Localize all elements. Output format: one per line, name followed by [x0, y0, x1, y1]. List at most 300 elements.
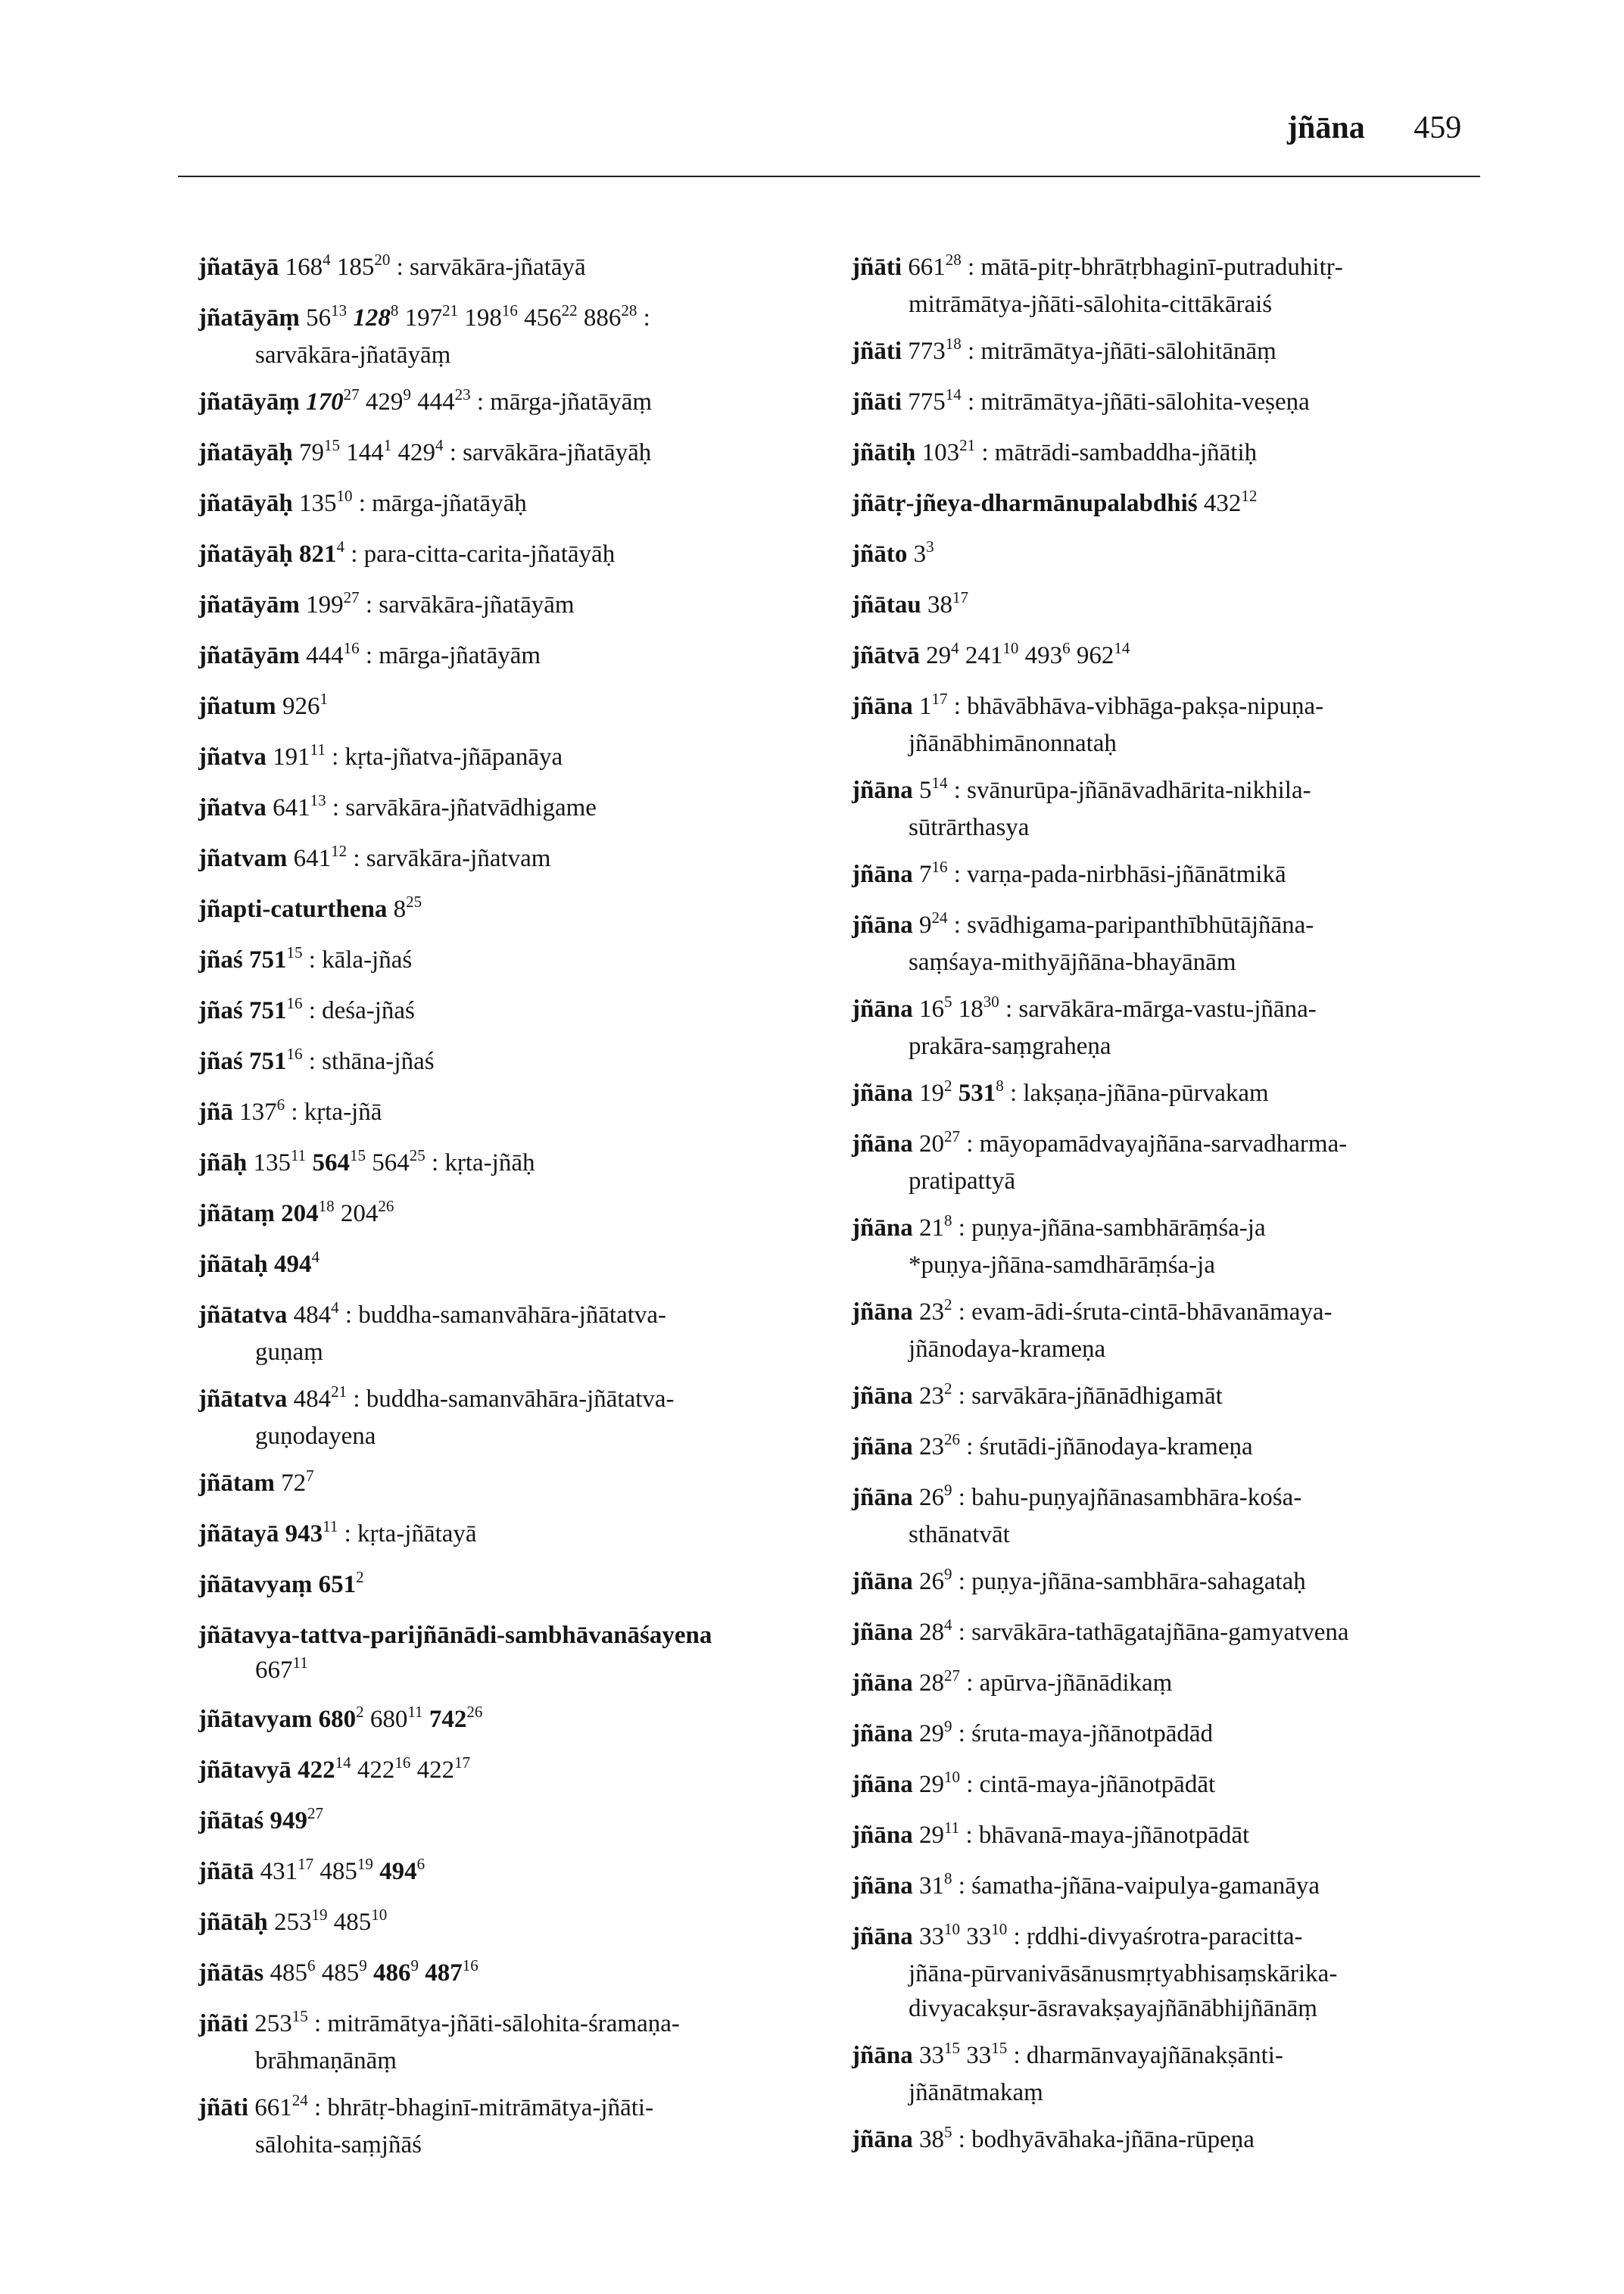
entry-text: 28 — [912, 1619, 944, 1646]
bold-reference: 751 — [248, 997, 287, 1024]
headword: jñāna — [852, 1771, 913, 1798]
line-superscript: 17 — [952, 588, 968, 606]
headword: jñātaś — [198, 1807, 264, 1834]
line-superscript: 9 — [403, 385, 411, 404]
index-entry — [852, 588, 1495, 625]
entry-text: 21 — [912, 1214, 944, 1242]
index-entry — [852, 773, 1495, 845]
entry-continuation — [852, 1517, 1495, 1552]
entry-text: 38 — [921, 591, 952, 619]
entry-text — [243, 946, 249, 974]
italic-reference: 128 — [353, 304, 391, 332]
entry-text — [373, 1858, 379, 1885]
entry-line — [198, 1298, 849, 1335]
headword: jñāti — [198, 2094, 248, 2121]
headword: jñātavyā — [198, 1756, 291, 1784]
entry-text: 775 — [902, 388, 946, 416]
entry-line — [852, 2038, 1495, 2075]
entry-line — [852, 857, 1495, 894]
index-column-right — [852, 250, 1495, 2173]
entry-line — [198, 1516, 849, 1554]
line-superscript: 1 — [383, 436, 392, 454]
entry-line — [198, 537, 849, 574]
line-superscript: 16 — [394, 1753, 411, 1772]
headword: jñāna — [852, 1433, 913, 1460]
headword: jñatāyāḥ — [198, 541, 293, 568]
entry-text: : varṇa-pada-nirbhāsi-jñānātmikā — [947, 861, 1286, 888]
entry-continuation — [852, 1164, 1495, 1198]
entry-text — [419, 1959, 425, 1987]
entry-line — [198, 486, 849, 523]
line-superscript: 9 — [943, 1565, 952, 1583]
headword: jñātiḥ — [852, 439, 916, 466]
headword: jñāna — [852, 1923, 913, 1950]
entry-text: : mitrāmātya-jñāti-sālohitānāṃ — [961, 338, 1276, 365]
header-rule — [178, 176, 1480, 177]
entry-text: 680 — [363, 1706, 408, 1733]
headword: jñatāyā — [198, 254, 279, 281]
entry-line — [852, 537, 1495, 574]
entry-text: 444 — [299, 642, 344, 669]
headword: jñāna — [852, 777, 913, 804]
entry-text: 191 — [266, 743, 310, 771]
entry-text: 19 — [912, 1080, 944, 1107]
entry-text: 185 — [330, 254, 375, 281]
entry-text: : śamatha-jñāna-vaipulya-gamanāya — [952, 1872, 1320, 1900]
line-superscript: 12 — [331, 842, 348, 860]
headword: jñāna — [852, 1130, 913, 1158]
entry-line — [198, 638, 849, 675]
line-superscript: 4 — [323, 251, 331, 269]
line-superscript: 30 — [983, 993, 999, 1011]
entry-text: : dharmānvayajñānakṣānti- — [1007, 2042, 1283, 2069]
index-entry — [198, 689, 849, 726]
entry-line — [852, 1480, 1495, 1517]
entry-line — [198, 435, 849, 472]
headword: jñāna — [852, 996, 913, 1023]
entry-text: pratipattyā — [909, 1167, 1016, 1195]
entry-text: 29 — [919, 642, 952, 669]
entry-text: 485 — [263, 1959, 307, 1987]
line-superscript: 17 — [298, 1855, 314, 1873]
line-superscript: 11 — [292, 1653, 308, 1672]
index-entry — [852, 1716, 1495, 1753]
line-superscript: 15 — [286, 943, 303, 962]
entry-text: guṇaṃ — [255, 1339, 323, 1366]
line-superscript: 10 — [371, 1906, 388, 1924]
index-entry — [198, 1567, 849, 1604]
headword: jñatāyāḥ — [198, 490, 293, 517]
headword: jñāna — [852, 1298, 913, 1326]
headword: jñāto — [852, 541, 908, 568]
index-entry — [852, 992, 1495, 1064]
index-entry — [198, 1044, 849, 1081]
headword: jñatum — [198, 693, 276, 720]
entry-text: 18 — [952, 996, 983, 1023]
headword: jñātās — [198, 1959, 264, 1987]
bold-reference: 680 — [318, 1706, 357, 1733]
index-entry — [198, 1095, 849, 1132]
entry-line — [198, 250, 849, 287]
entry-text: : buddha-samanvāhāra-jñātatva- — [347, 1385, 675, 1413]
line-superscript: 4 — [943, 1616, 952, 1634]
entry-text: 431 — [254, 1858, 298, 1885]
entry-continuation — [198, 338, 849, 372]
headword: jñatāyāṃ — [198, 388, 300, 416]
entry-text: : mārga-jñatāyāḥ — [352, 490, 527, 517]
entry-text: 197 — [398, 304, 443, 332]
entry-text: 485 — [313, 1858, 357, 1885]
entry-text: : puṇya-jñāna-sambhāra-sahagataḥ — [952, 1568, 1306, 1595]
entry-continuation — [852, 726, 1495, 761]
entry-line — [852, 1767, 1495, 1804]
entry-continuation — [852, 1956, 1495, 1991]
line-superscript: 5 — [943, 993, 952, 1011]
entry-text: 484 — [287, 1301, 332, 1329]
index-entry — [852, 334, 1495, 371]
entry-text: 422 — [351, 1756, 395, 1784]
headword: jñāna — [852, 1619, 913, 1646]
entry-line — [198, 2006, 849, 2043]
entry-text: 28 — [912, 1669, 944, 1697]
index-entry — [198, 892, 849, 929]
headword: jñāti — [198, 2010, 248, 2037]
entry-text: 38 — [912, 2126, 944, 2153]
line-superscript: 16 — [462, 1956, 478, 1975]
headword: jñāti — [852, 338, 902, 365]
entry-text: : bahu-puṇyajñānasambhāra-kośa- — [952, 1484, 1302, 1511]
line-superscript: 16 — [501, 301, 518, 319]
headword: jñatāyām — [198, 642, 300, 669]
entry-text: 198 — [458, 304, 502, 332]
index-entry — [198, 588, 849, 625]
entry-continuation — [852, 945, 1495, 980]
entry-text: 7 — [912, 861, 932, 888]
entry-text: : deśa-jñaś — [302, 997, 415, 1024]
bold-reference: 751 — [248, 1048, 287, 1075]
entry-text: 493 — [1018, 642, 1063, 669]
headword: jñāti — [852, 388, 902, 416]
entry-text: : lakṣaṇa-jñāna-pūrvakam — [1003, 1080, 1269, 1107]
line-superscript: 2 — [356, 1568, 364, 1586]
index-entry — [852, 1379, 1495, 1416]
index-column-left — [198, 250, 849, 2174]
entry-text: : bodhyāvāhaka-jñāna-rūpeṇa — [952, 2126, 1255, 2153]
line-superscript: 19 — [357, 1855, 373, 1873]
index-entry — [198, 993, 849, 1030]
index-entry — [198, 537, 849, 574]
index-entry — [198, 638, 849, 675]
index-entry — [198, 1803, 849, 1840]
entry-text: : sarvākāra-jñatāyā — [390, 254, 586, 281]
index-entry — [198, 1298, 849, 1370]
entry-text — [952, 1080, 958, 1107]
headword: jñātam — [198, 1470, 275, 1497]
entry-text: 16 — [912, 996, 944, 1023]
index-entry — [852, 857, 1495, 894]
entry-line — [198, 1905, 849, 1942]
entry-line — [198, 1145, 849, 1183]
entry-text: 23 — [912, 1298, 944, 1326]
entry-line — [852, 435, 1495, 472]
headword: jñātavyam — [198, 1706, 313, 1733]
entry-text: 456 — [517, 304, 562, 332]
entry-text: 103 — [915, 439, 960, 466]
index-entry — [852, 2122, 1495, 2159]
headword: jñātau — [852, 591, 921, 619]
headword: jñāna — [852, 1872, 913, 1900]
entry-text: : kṛta-jñātayā — [338, 1520, 477, 1548]
entry-text: 485 — [327, 1909, 372, 1936]
entry-text: 9 — [912, 912, 932, 939]
entry-line — [852, 908, 1495, 945]
entry-text: sarvākāra-jñatāyāṃ — [255, 341, 451, 369]
line-superscript: 14 — [335, 1753, 351, 1772]
entry-text: : bhāvābhāva-vibhāga-pakṣa-nipuṇa- — [947, 693, 1324, 720]
index-entry — [852, 1480, 1495, 1552]
entry-line — [198, 1095, 849, 1132]
index-entry — [198, 2006, 849, 2078]
entry-text: : — [637, 304, 650, 332]
entry-text: 204 — [334, 1200, 379, 1227]
entry-text: : mitrāmātya-jñāti-sālohita-veṣeṇa — [961, 388, 1310, 416]
entry-text: : svādhigama-paripanthībhūtājñāna- — [947, 912, 1314, 939]
entry-text: 33 — [959, 1923, 992, 1950]
index-entry — [198, 1702, 849, 1739]
entry-text: 23 — [912, 1382, 944, 1410]
entry-line — [198, 1466, 849, 1503]
headword: jñāna — [852, 861, 913, 888]
entry-text: : sarvākāra-jñatāyāḥ — [443, 439, 652, 466]
line-superscript: 17 — [931, 690, 948, 708]
line-superscript: 15 — [291, 2007, 308, 2025]
bold-reference: 204 — [281, 1200, 319, 1227]
entry-line — [852, 1127, 1495, 1164]
entry-text: 886 — [577, 304, 622, 332]
line-superscript: 8 — [390, 301, 399, 319]
headword: jñatvam — [198, 845, 288, 872]
headword: jñātavya-tattva-parijñānādi-sambhāvanāśayena — [198, 1622, 712, 1649]
index-entry — [852, 638, 1495, 675]
headword: jñāna — [852, 1822, 913, 1849]
entry-text: 56 — [299, 304, 332, 332]
entry-line — [198, 385, 849, 422]
entry-text: : sarvākāra-jñatvam — [347, 845, 551, 872]
line-superscript: 27 — [943, 1127, 960, 1145]
line-superscript: 21 — [331, 1382, 348, 1401]
entry-line — [198, 892, 849, 929]
entry-line — [198, 301, 849, 338]
line-superscript: 12 — [1241, 487, 1258, 505]
bold-reference: 943 — [285, 1520, 323, 1548]
line-superscript: 6 — [307, 1956, 316, 1975]
index-entry — [198, 790, 849, 828]
line-superscript: 19 — [311, 1906, 328, 1924]
line-superscript: 28 — [945, 251, 962, 269]
index-entry — [198, 435, 849, 472]
entry-text: sthānatvāt — [909, 1521, 1010, 1548]
entry-text: : mārga-jñatāyāṃ — [470, 388, 653, 416]
entry-text: : bhāvanā-maya-jñānotpādāt — [959, 1822, 1250, 1849]
entry-text — [275, 1200, 281, 1227]
entry-text: 241 — [959, 642, 1003, 669]
entry-text: : sarvākāra-jñānādhigamāt — [952, 1382, 1223, 1410]
line-superscript: 13 — [331, 301, 348, 319]
line-superscript: 7 — [306, 1466, 314, 1485]
index-entry — [198, 1854, 849, 1891]
bold-reference: 751 — [248, 946, 287, 974]
entry-line — [198, 1618, 849, 1653]
entry-line — [198, 943, 849, 980]
index-entry — [198, 1145, 849, 1183]
index-entry — [852, 908, 1495, 980]
entry-line — [852, 1818, 1495, 1855]
index-entry — [198, 1382, 849, 1454]
index-entry — [198, 1516, 849, 1554]
headword: jñatāyām — [198, 591, 300, 619]
entry-line — [852, 1076, 1495, 1113]
entry-text: : kṛta-jñāḥ — [425, 1149, 535, 1177]
line-superscript: 14 — [945, 385, 962, 404]
entry-text: 199 — [299, 591, 344, 619]
index-entry — [852, 1295, 1495, 1367]
entry-line — [852, 1211, 1495, 1248]
entry-text: 8 — [387, 896, 407, 923]
entry-text: 168 — [279, 254, 323, 281]
line-superscript: 15 — [349, 1146, 366, 1164]
line-superscript: 15 — [991, 2039, 1008, 2057]
entry-text: : mārga-jñatāyām — [359, 642, 541, 669]
entry-text: : sarvākāra-jñatvādhigame — [326, 794, 597, 821]
entry-line — [852, 1919, 1495, 1956]
entry-text: 144 — [339, 439, 384, 466]
index-entry — [852, 1919, 1495, 2026]
bold-reference: 487 — [425, 1959, 463, 1987]
headword: jñātatva — [198, 1301, 288, 1329]
entry-text: guṇodayena — [255, 1423, 376, 1450]
index-entry — [852, 537, 1495, 574]
entry-line — [198, 2090, 849, 2127]
entry-line — [852, 1295, 1495, 1332]
index-entry — [852, 1818, 1495, 1855]
entry-text: 485 — [315, 1959, 360, 1987]
entry-line — [852, 385, 1495, 422]
entry-line — [852, 334, 1495, 371]
line-superscript: 24 — [931, 909, 948, 927]
entry-text: 661 — [902, 254, 946, 281]
line-superscript: 20 — [374, 251, 391, 269]
headword: jñātāḥ — [198, 1909, 268, 1936]
entry-text: : puṇya-jñāna-sambhārāṃśa-ja — [952, 1214, 1266, 1242]
entry-text: sālohita-saṃjñāś — [255, 2131, 422, 2158]
entry-line — [198, 740, 849, 777]
line-superscript: 6 — [276, 1096, 285, 1114]
index-entry — [852, 1076, 1495, 1113]
index-entry — [198, 1247, 849, 1284]
line-superscript: 14 — [1114, 639, 1130, 657]
line-superscript: 18 — [945, 335, 962, 353]
entry-text: 33 — [912, 1923, 944, 1950]
entry-continuation — [198, 2043, 849, 2078]
entry-text: 72 — [274, 1470, 307, 1497]
line-superscript: 1 — [320, 690, 328, 708]
index-entry — [198, 1753, 849, 1790]
line-superscript: 15 — [323, 436, 340, 454]
line-superscript: 4 — [435, 436, 444, 454]
bold-reference: 531 — [958, 1080, 996, 1107]
entry-line — [198, 790, 849, 828]
entry-continuation — [198, 2127, 849, 2162]
entry-text: : mātrādi-sambaddha-jñātiḥ — [975, 439, 1258, 466]
entry-line — [198, 1753, 849, 1790]
line-superscript: 8 — [943, 1869, 952, 1887]
entry-text: : sarvākāra-jñatāyām — [359, 591, 575, 619]
line-superscript: 11 — [323, 1517, 338, 1535]
line-superscript: 16 — [286, 1045, 303, 1063]
entry-text: divyacakṣur-āsravakṣayajñānābhijñānāṃ — [909, 1995, 1317, 2022]
index-entry — [852, 385, 1495, 422]
headword: jñāna — [852, 1382, 913, 1410]
page-number: 459 — [1414, 111, 1462, 145]
entry-continuation — [852, 1991, 1495, 2026]
entry-text: 432 — [1197, 490, 1242, 517]
entry-text: 33 — [959, 2042, 992, 2069]
line-superscript: 21 — [442, 301, 459, 319]
entry-text — [423, 1706, 429, 1733]
entry-text: 429 — [391, 439, 435, 466]
bold-reference: 486 — [372, 1959, 411, 1987]
entry-line — [852, 689, 1495, 726]
line-superscript: 28 — [621, 301, 637, 319]
entry-text: : cintā-maya-jñānotpādāt — [959, 1771, 1216, 1798]
entry-text: : bhrātṛ-bhaginī-mitrāmātya-jñāti- — [307, 2094, 654, 2121]
entry-text: prakāra-saṃgraheṇa — [909, 1033, 1111, 1060]
headword: jñātṛ-jñeya-dharmānupalabdhiś — [852, 490, 1198, 517]
line-superscript: 8 — [943, 1211, 952, 1230]
headword: jñātatva — [198, 1385, 288, 1413]
headword: jñaś — [198, 946, 243, 974]
line-superscript: 9 — [359, 1956, 367, 1975]
entry-text: 253 — [267, 1909, 312, 1936]
entry-text: 135 — [247, 1149, 291, 1177]
line-superscript: 27 — [343, 385, 360, 404]
headword: jñāna — [852, 1669, 913, 1697]
entry-line — [852, 2122, 1495, 2159]
entry-text: 137 — [232, 1099, 277, 1126]
index-entry — [852, 1767, 1495, 1804]
index-entry — [198, 301, 849, 372]
entry-continuation — [198, 1653, 849, 1690]
entry-text — [312, 1706, 318, 1733]
entry-text: : mitrāmātya-jñāti-sālohita-śramaṇa- — [307, 2010, 680, 2037]
headword: jñāna — [852, 1214, 913, 1242]
entry-text: 5 — [912, 777, 932, 804]
line-superscript: 22 — [561, 301, 578, 319]
index-entry — [852, 486, 1495, 523]
entry-line — [852, 773, 1495, 810]
headword: jñatva — [198, 743, 267, 771]
index-entry — [198, 943, 849, 980]
headword: jñāna — [852, 1568, 913, 1595]
entry-line — [198, 993, 849, 1030]
line-superscript: 9 — [943, 1481, 952, 1499]
entry-text: : evam-ādi-śruta-cintā-bhāvanāmaya- — [952, 1298, 1333, 1326]
entry-text — [243, 1048, 249, 1075]
line-superscript: 10 — [336, 487, 353, 505]
headword: jñatva — [198, 794, 267, 821]
entry-text: 667 — [255, 1657, 293, 1684]
entry-text: 31 — [912, 1872, 944, 1900]
